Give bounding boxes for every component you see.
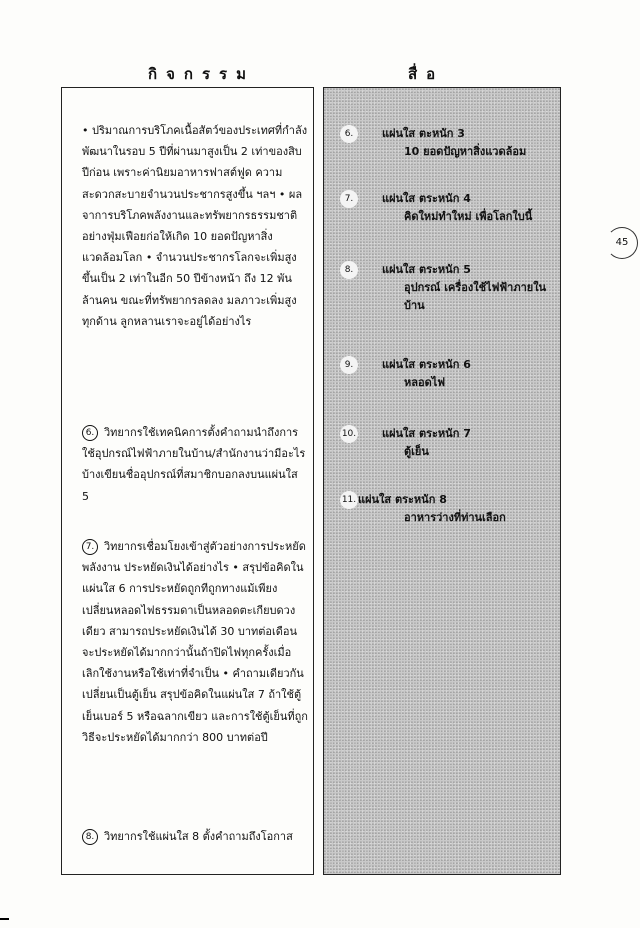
corner-mark bbox=[0, 918, 9, 920]
media-heading: สื่อ bbox=[408, 65, 445, 83]
step-7-number: 7. bbox=[82, 539, 98, 555]
step-8-text: วิทยากรใช้แผ่นใส 8 ตั้งคำถามถึงโอกาส bbox=[104, 830, 293, 843]
media-item-desc: คิดใหม่ทำใหม่ เพื่อโลกใบนี้ bbox=[404, 210, 533, 223]
media-item-number: 7. bbox=[340, 190, 358, 208]
media-item-desc: อุปกรณ์ เครื่องใช้ไฟฟ้าภายในบ้าน bbox=[404, 281, 547, 312]
media-item-desc: ตู้เย็น bbox=[404, 445, 429, 458]
media-item-number: 9. bbox=[340, 356, 358, 374]
page-number: 45 bbox=[606, 227, 638, 259]
media-item-title: แผ่นใส ตะหนัก 3 bbox=[382, 127, 465, 140]
step-6-number: 6. bbox=[82, 425, 98, 441]
media-item-number: 8. bbox=[340, 261, 358, 279]
media-item-title: แผ่นใส ตระหนัก 5 bbox=[382, 263, 471, 276]
bullets-block: • ปริมาณการบริโภคเนื้อสัตว์ของประเทศที่กำลังพัฒนาในรอบ 5 ปีที่ผ่านมาสูงเป็น 2 เท่าของสิบปีก่อน เพราะค่านิยมอาหารฟาสต์ฟูด ความสะดวกสะบายจำนวนประชากรสูงขึ้น ฯลฯ • ผลจาการบริโภคพลังงานและทรัพยากรธรรมชาติอย่างฟุ่มเฟือยก่อให้เกิด 10 ยอดปัญหาสิ่งแวดล้อมโลก • จำนวนประชากรโลกจะเพิ่มสูงขึ้นเป็น 2 เท่าในอีก 50 ปีข้างหน้า ถึง 12 พันล้านคน ขณะที่ทรัพยากรลดลง มลภาวะเพิ่มสูงทุกด้าน ลูกหลานเราจะอยู่ได้อย่างไร bbox=[82, 124, 308, 328]
media-item-number: 11. bbox=[340, 491, 358, 509]
media-item-number: 10. bbox=[340, 425, 358, 443]
media-item-desc: หลอดไฟ bbox=[404, 376, 446, 389]
media-item-desc: 10 ยอดปัญหาสิ่งแวดล้อม bbox=[404, 145, 527, 158]
media-item-title: แผ่นใส ตระหนัก 4 bbox=[382, 192, 471, 205]
media-item-number: 6. bbox=[340, 125, 358, 143]
media-item-title: แผ่นใส ตระหนัก 6 bbox=[382, 358, 471, 371]
step-8 bbox=[82, 826, 308, 847]
step-6 bbox=[82, 422, 308, 507]
step-7 bbox=[82, 536, 308, 748]
media-item-desc: อาหารว่างที่ท่านเลือก bbox=[404, 511, 506, 524]
step-7-text: วิทยากรเชื่อมโยงเข้าสู่ตัวอย่างการประหยัดพลังงาน ประหยัดเงินได้อย่างไร • สรุปข้อคิดในแผ่นใส 6 การประหยัดถูกทีถูกทางแม้เพียงเปลี่ยนหลอดไฟธรรมดาเป็นหลอดตะเกียบดวงเดียว สามารถประหยัดเงินได้ 30 บาทต่อเดือน จะประหยัดได้มากกว่านั้นถ้าปิดไฟทุกครั้งเมื่อเลิกใช้งานหรือใช้เท่าที่จำเป็น • คำถามเดียวกันเปลี่ยนเป็นตู้เย็น สรุปข้อคิดในแผ่นใส 7 ถ้าใช้ตู้เย็นเบอร์ 5 หรือฉลากเขียว และการใช้ตู้เย็นที่ถูกวิธีจะประหยัดได้มากกว่า 800 บาทต่อปี bbox=[82, 540, 308, 744]
media-item-title: แผ่นใส ตระหนัก 7 bbox=[382, 427, 471, 440]
step-8-number: 8. bbox=[82, 829, 98, 845]
media-item-title: แผ่นใส ตระหนัก 8 bbox=[358, 493, 447, 506]
activities-heading: กิจกรรม bbox=[148, 65, 255, 83]
step-6-text: วิทยากรใช้เทคนิคการตั้งคำถามนำถึงการใช้อุปกรณ์ไฟฟ้าภายในบ้าน/สำนักงานว่ามีอะไรบ้างเขียนชื่ออุปกรณ์ที่สมาชิกบอกลงบนแผ่นใส 5 bbox=[82, 426, 306, 503]
